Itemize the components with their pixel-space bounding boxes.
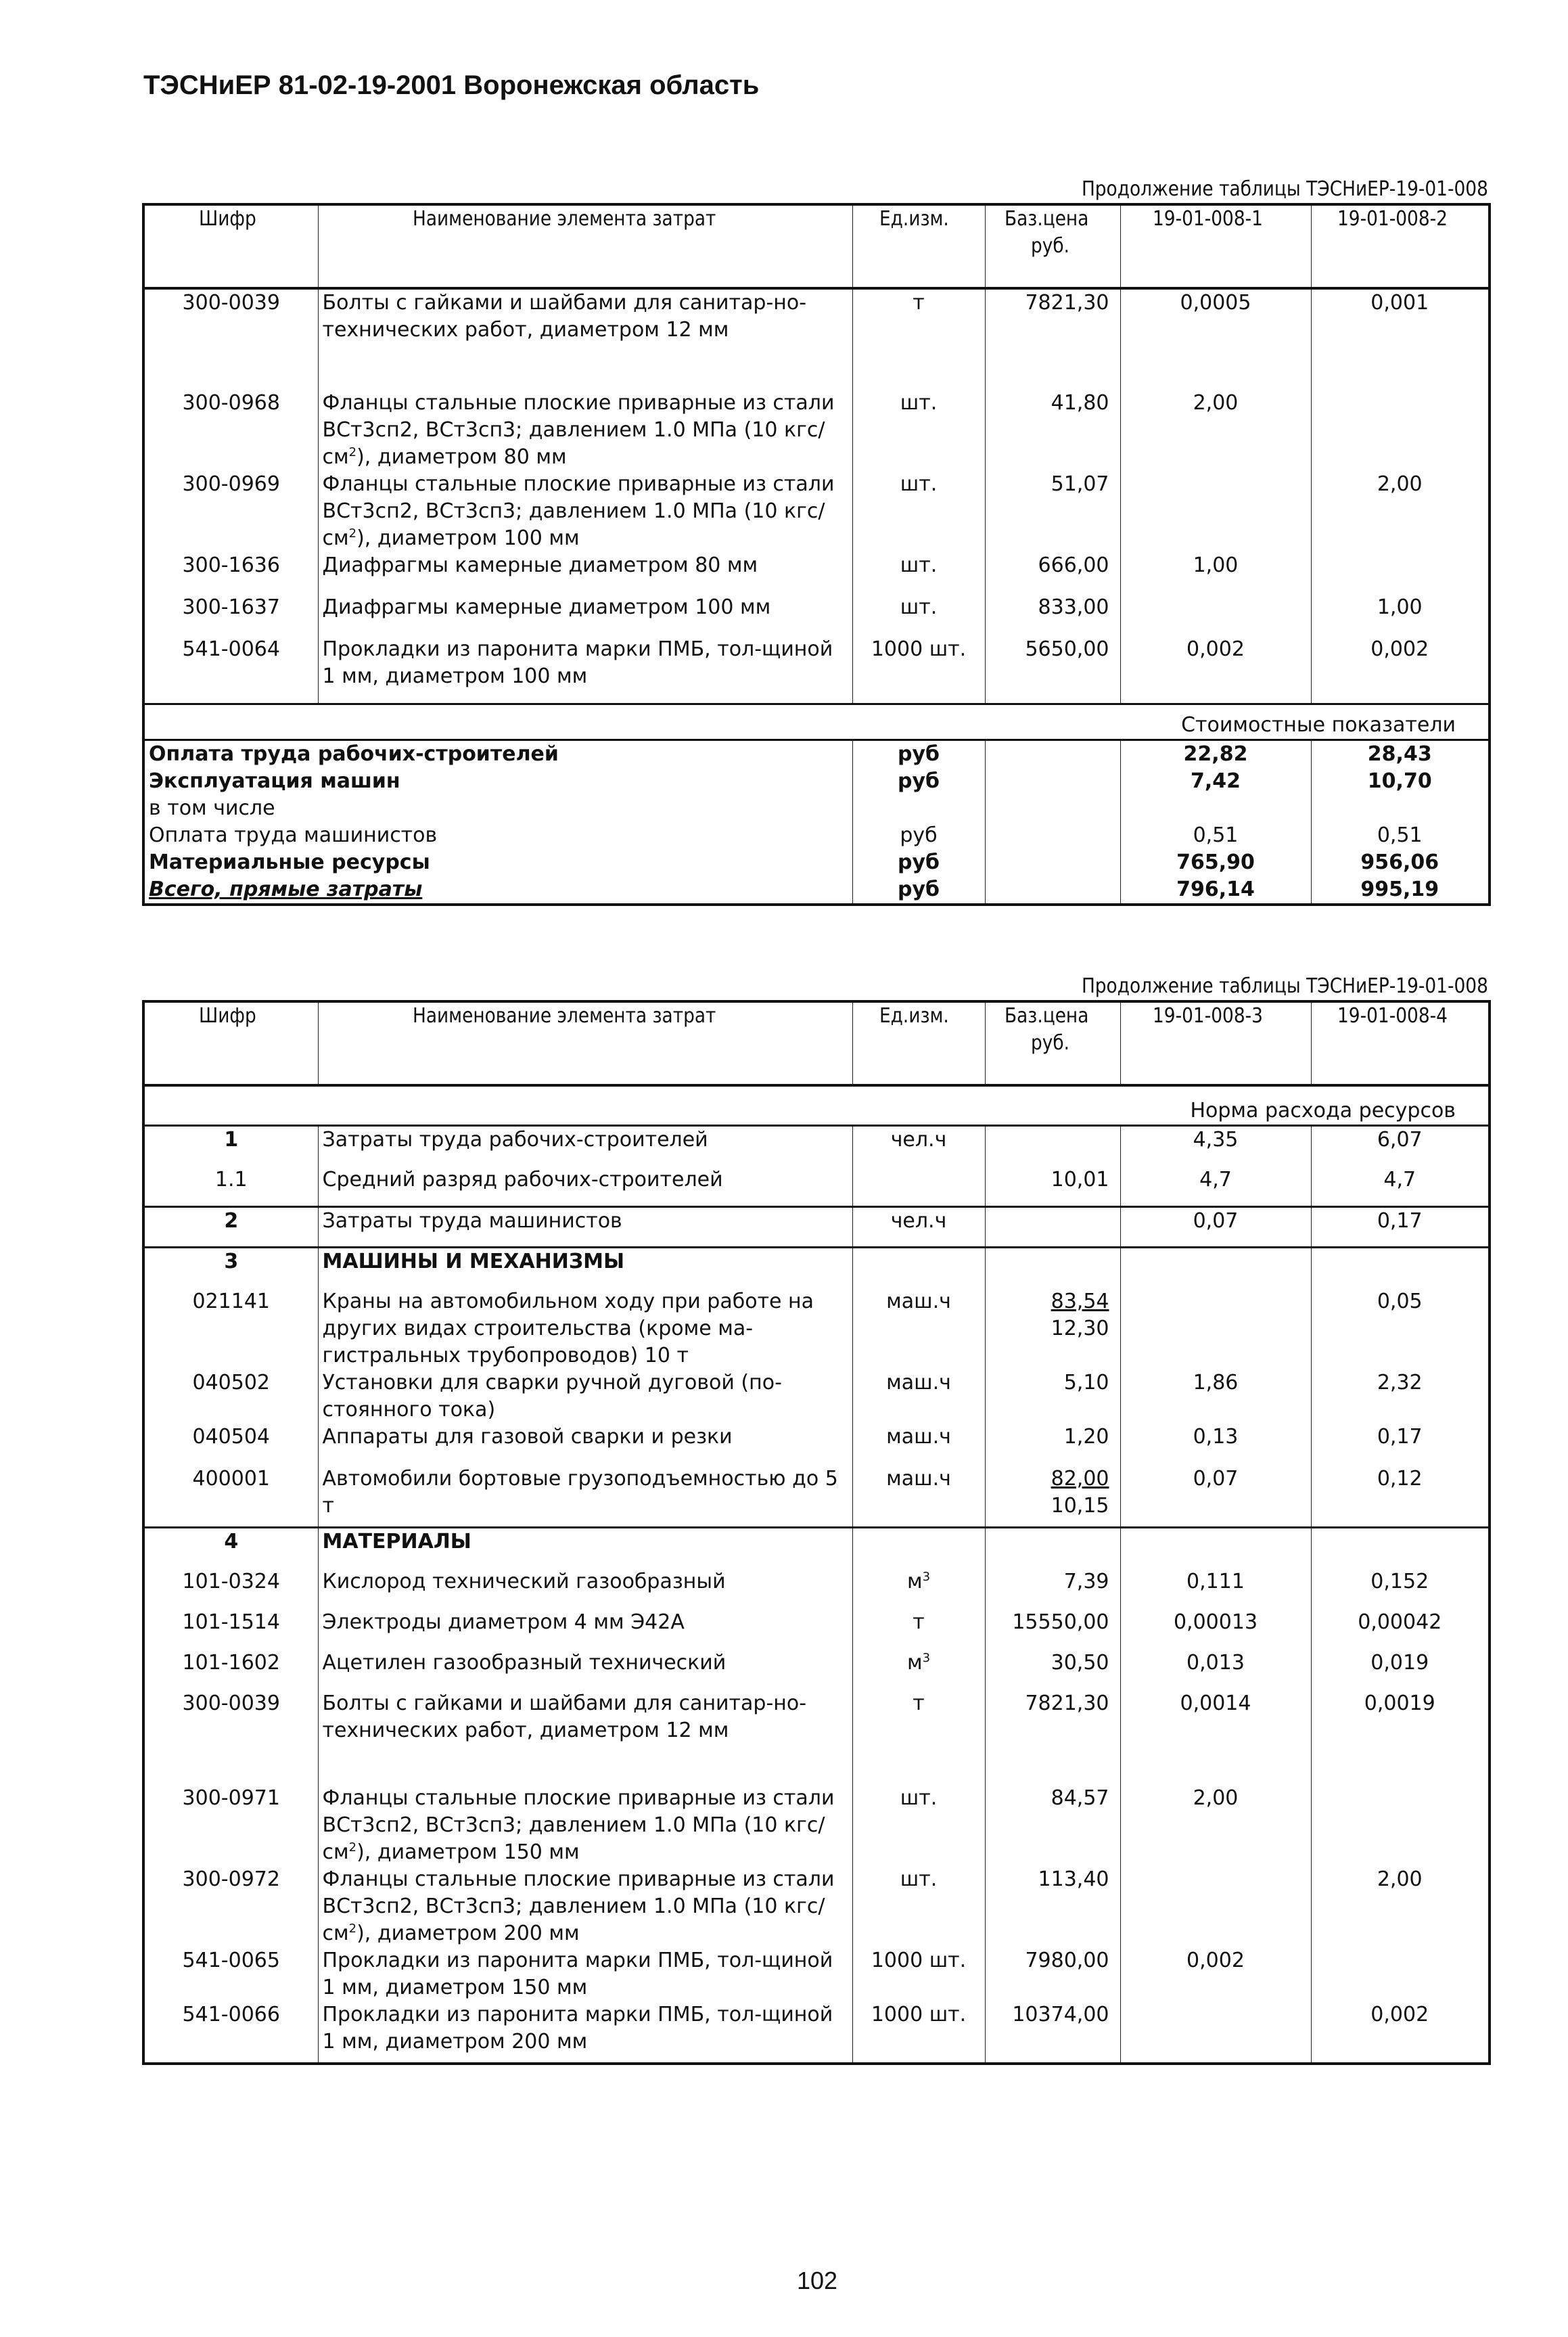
- table-row: [143, 1288, 1490, 1369]
- row-value-a: 2,00: [1120, 390, 1311, 471]
- table-row: [143, 1424, 1490, 1466]
- row-code: 300-0969: [143, 471, 318, 552]
- row-name: Затраты труда машинистов: [318, 1207, 852, 1248]
- row-price: 666,00: [985, 552, 1120, 594]
- row-code: 300-1637: [143, 594, 318, 636]
- row-price: 5,10: [985, 1369, 1120, 1424]
- summary-value-b: 10,70: [1311, 768, 1490, 795]
- table-row: [143, 1568, 1490, 1609]
- row-value-b: 0,002: [1311, 2001, 1490, 2064]
- row-unit: т: [852, 288, 985, 390]
- row-name: Фланцы стальные плоские приварные из стали ВСт3сп2, ВСт3сп3; давлением 1.0 МПа (10 кгс/$см^2$), диаметром 150 мм: [318, 1785, 852, 1866]
- row-name: Диафрагмы камерные диаметром 100 мм: [318, 594, 852, 636]
- row-unit: [852, 1166, 985, 1207]
- summary-value-b: 956,06: [1311, 849, 1490, 876]
- row-code: 2: [143, 1207, 318, 1248]
- row-price: 1,20: [985, 1424, 1120, 1466]
- summary-label: Эксплуатация машин: [143, 768, 852, 795]
- summary-value-a: 22,82: [1120, 740, 1311, 768]
- section-row-materials: [143, 1528, 1490, 1568]
- row-value-a: [1120, 594, 1311, 636]
- row-value-b: 2,32: [1311, 1369, 1490, 1424]
- row-unit: 1000 шт.: [852, 636, 985, 704]
- row-value-b: 1,00: [1311, 594, 1490, 636]
- section-code: 3: [143, 1248, 318, 1288]
- row-value-b: 0,002: [1311, 636, 1490, 704]
- summary-unit: руб: [852, 849, 985, 876]
- summary-value-b: [1311, 795, 1490, 822]
- summary-unit: руб: [852, 740, 985, 768]
- resource-table-1: [142, 203, 1491, 906]
- summary-unit: руб: [852, 822, 985, 849]
- table-header-row: [143, 204, 1490, 288]
- row-value-a: 0,0014: [1120, 1690, 1311, 1785]
- row-value-a: 1,86: [1120, 1369, 1311, 1424]
- row-value-b: 2,00: [1311, 471, 1490, 552]
- row-unit: шт.: [852, 1785, 985, 1866]
- header-unit: Ед.изм.: [852, 204, 985, 288]
- row-price: 10,01: [985, 1166, 1120, 1207]
- row-value-b: 2,00: [1311, 1866, 1490, 1947]
- row-price: 7821,30: [985, 288, 1120, 390]
- row-unit: 1000 шт.: [852, 1947, 985, 2001]
- summary-label: Оплата труда рабочих-строителей: [143, 740, 852, 768]
- section-title: МАШИНЫ И МЕХАНИЗМЫ: [318, 1248, 852, 1288]
- row-name: Ацетилен газообразный технический: [318, 1650, 852, 1690]
- table-row: [143, 1609, 1490, 1650]
- table-row: [143, 1690, 1490, 1785]
- row-value-b: 0,001: [1311, 288, 1490, 390]
- table-row: [143, 1166, 1490, 1207]
- table-row: [143, 390, 1490, 471]
- row-value-a: 0,002: [1120, 636, 1311, 704]
- row-code: 300-0971: [143, 1785, 318, 1866]
- row-price: 833,00: [985, 594, 1120, 636]
- row-value-a: 0,00013: [1120, 1609, 1311, 1650]
- row-code: 300-0039: [143, 288, 318, 390]
- row-value-b: 0,17: [1311, 1207, 1490, 1248]
- row-value-b: 0,152: [1311, 1568, 1490, 1609]
- row-unit: шт.: [852, 471, 985, 552]
- page-number: 102: [797, 2267, 838, 2294]
- summary-label: Всего, прямые затраты: [143, 876, 852, 905]
- header-name: Наименование элемента затрат: [318, 1001, 852, 1085]
- row-price: 113,40: [985, 1866, 1120, 1947]
- header-name: Наименование элемента затрат: [318, 204, 852, 288]
- row-value-b: [1311, 390, 1490, 471]
- row-value-b: 6,07: [1311, 1126, 1490, 1166]
- row-price: 84,57: [985, 1785, 1120, 1866]
- row-name: Прокладки из паронита марки ПМБ, тол-щиной 1 мм, диаметром 200 мм: [318, 2001, 852, 2064]
- summary-row: [143, 849, 1490, 876]
- table-row: [143, 552, 1490, 594]
- row-unit: маш.ч: [852, 1369, 985, 1424]
- row-name: Аппараты для газовой сварки и резки: [318, 1424, 852, 1466]
- row-value-b: [1311, 552, 1490, 594]
- row-code: 541-0066: [143, 2001, 318, 2064]
- row-unit: чел.ч: [852, 1126, 985, 1166]
- table-header-row: [143, 1001, 1490, 1085]
- row-code: 300-0968: [143, 390, 318, 471]
- header-col-b: 19-01-008-4: [1311, 1001, 1490, 1085]
- row-price: 10374,00: [985, 2001, 1120, 2064]
- row-name: Болты с гайками и шайбами для санитар-но-технических работ, диаметром 12 мм: [318, 1690, 852, 1785]
- summary-row: [143, 822, 1490, 849]
- row-value-a: [1120, 1866, 1311, 1947]
- row-unit: 1000 шт.: [852, 2001, 985, 2064]
- cost-section-header: [143, 704, 1490, 740]
- row-code: 040502: [143, 1369, 318, 1424]
- row-value-a: 0,07: [1120, 1466, 1311, 1528]
- header-price: Баз.цена руб.: [985, 204, 1120, 288]
- row-unit: $м^3$: [852, 1568, 985, 1609]
- row-price: 5650,00: [985, 636, 1120, 704]
- summary-price: [985, 768, 1120, 795]
- header-col-a: 19-01-008-1: [1120, 204, 1311, 288]
- row-price: 83,54 12,30: [985, 1288, 1120, 1369]
- table-row: [143, 471, 1490, 552]
- summary-value-b: 0,51: [1311, 822, 1490, 849]
- summary-unit: руб: [852, 768, 985, 795]
- row-code: 1: [143, 1126, 318, 1166]
- row-name: Затраты труда рабочих-строителей: [318, 1126, 852, 1166]
- row-code: 541-0064: [143, 636, 318, 704]
- summary-value-a: 0,51: [1120, 822, 1311, 849]
- header-code: Шифр: [143, 1001, 318, 1085]
- row-value-b: [1311, 1785, 1490, 1866]
- summary-label: в том числе: [143, 795, 852, 822]
- row-unit: $м^3$: [852, 1650, 985, 1690]
- row-value-a: 0,002: [1120, 1947, 1311, 2001]
- row-value-a: 4,35: [1120, 1126, 1311, 1166]
- table-row: [143, 594, 1490, 636]
- row-code: 400001: [143, 1466, 318, 1528]
- row-unit: маш.ч: [852, 1424, 985, 1466]
- summary-value-a: 765,90: [1120, 849, 1311, 876]
- summary-label: Материальные ресурсы: [143, 849, 852, 876]
- row-price: 7980,00: [985, 1947, 1120, 2001]
- row-name: Кислород технический газообразный: [318, 1568, 852, 1609]
- row-name: Фланцы стальные плоские приварные из стали ВСт3сп2, ВСт3сп3; давлением 1.0 МПа (10 кгс/$см^2$), диаметром 80 мм: [318, 390, 852, 471]
- document-title: ТЭСНиЕР 81-02-19-2001 Воронежская область: [143, 70, 760, 100]
- row-value-b: 4,7: [1311, 1166, 1490, 1207]
- row-value-b: 0,12: [1311, 1466, 1490, 1528]
- row-value-a: 0,13: [1120, 1424, 1311, 1466]
- summary-row: [143, 740, 1490, 768]
- table-row: [143, 288, 1490, 390]
- table-row: [143, 636, 1490, 704]
- row-value-a: 1,00: [1120, 552, 1311, 594]
- row-value-b: 0,17: [1311, 1424, 1490, 1466]
- row-unit: шт.: [852, 552, 985, 594]
- summary-value-a: [1120, 795, 1311, 822]
- row-unit: маш.ч: [852, 1288, 985, 1369]
- row-price: 7,39: [985, 1568, 1120, 1609]
- table-row: [143, 1947, 1490, 2001]
- row-code: 101-0324: [143, 1568, 318, 1609]
- row-price: [985, 1207, 1120, 1248]
- row-code: 040504: [143, 1424, 318, 1466]
- summary-row: [143, 876, 1490, 905]
- row-value-b: 0,00042: [1311, 1609, 1490, 1650]
- row-code: 541-0065: [143, 1947, 318, 2001]
- row-name: Прокладки из паронита марки ПМБ, тол-щиной 1 мм, диаметром 150 мм: [318, 1947, 852, 2001]
- header-price: Баз.цена руб.: [985, 1001, 1120, 1085]
- table-row: [143, 1126, 1490, 1166]
- row-code: 300-0039: [143, 1690, 318, 1785]
- summary-value-b: 28,43: [1311, 740, 1490, 768]
- summary-unit: [852, 795, 985, 822]
- row-name: Установки для сварки ручной дуговой (по-стоянного тока): [318, 1369, 852, 1424]
- row-name: Средний разряд рабочих-строителей: [318, 1166, 852, 1207]
- row-code: 101-1514: [143, 1609, 318, 1650]
- table-row: [143, 2001, 1490, 2064]
- resource-table-2: [142, 1000, 1491, 2065]
- section-title: МАТЕРИАЛЫ: [318, 1528, 852, 1568]
- row-value-b: 0,0019: [1311, 1690, 1490, 1785]
- row-value-b: 0,05: [1311, 1288, 1490, 1369]
- row-name: Фланцы стальные плоские приварные из стали ВСт3сп2, ВСт3сп3; давлением 1.0 МПа (10 кгс/$см^2$), диаметром 100 мм: [318, 471, 852, 552]
- summary-value-a: 7,42: [1120, 768, 1311, 795]
- header-code: Шифр: [143, 204, 318, 288]
- row-unit: т: [852, 1609, 985, 1650]
- table-row: [143, 1866, 1490, 1947]
- row-value-a: 0,0005: [1120, 288, 1311, 390]
- table2-caption: Продолжение таблицы ТЭСНиЕР-19-01-008: [1082, 974, 1488, 998]
- summary-value-b: 995,19: [1311, 876, 1490, 905]
- norm-section-header: [143, 1085, 1490, 1126]
- row-value-a: 2,00: [1120, 1785, 1311, 1866]
- table-row: [143, 1650, 1490, 1690]
- row-price: 7821,30: [985, 1690, 1120, 1785]
- section-code: 4: [143, 1528, 318, 1568]
- row-value-a: 0,07: [1120, 1207, 1311, 1248]
- table1-caption: Продолжение таблицы ТЭСНиЕР-19-01-008: [1082, 177, 1488, 201]
- row-price: 30,50: [985, 1650, 1120, 1690]
- header-col-a: 19-01-008-3: [1120, 1001, 1311, 1085]
- summary-row: [143, 768, 1490, 795]
- row-value-a: [1120, 2001, 1311, 2064]
- row-value-a: 0,013: [1120, 1650, 1311, 1690]
- table-row: [143, 1785, 1490, 1866]
- summary-value-a: 796,14: [1120, 876, 1311, 905]
- summary-unit: руб: [852, 876, 985, 905]
- header-unit: Ед.изм.: [852, 1001, 985, 1085]
- row-name: Краны на автомобильном ходу при работе на других видах строительства (кроме ма-гистральных трубопроводов) 10 т: [318, 1288, 852, 1369]
- row-unit: маш.ч: [852, 1466, 985, 1528]
- row-unit: шт.: [852, 1866, 985, 1947]
- row-unit: шт.: [852, 594, 985, 636]
- row-price: 15550,00: [985, 1609, 1120, 1650]
- row-name: Диафрагмы камерные диаметром 80 мм: [318, 552, 852, 594]
- header-col-b: 19-01-008-2: [1311, 204, 1490, 288]
- row-value-a: 4,7: [1120, 1166, 1311, 1207]
- row-name: Прокладки из паронита марки ПМБ, тол-щиной 1 мм, диаметром 100 мм: [318, 636, 852, 704]
- row-unit: шт.: [852, 390, 985, 471]
- row-unit: чел.ч: [852, 1207, 985, 1248]
- row-code: 021141: [143, 1288, 318, 1369]
- row-value-a: [1120, 1288, 1311, 1369]
- row-code: 1.1: [143, 1166, 318, 1207]
- cost-section-label: Стоимостные показатели: [143, 704, 1490, 740]
- row-price: 82,00 10,15: [985, 1466, 1120, 1528]
- row-unit: т: [852, 1690, 985, 1785]
- row-price: 51,07: [985, 471, 1120, 552]
- row-name: Электроды диаметром 4 мм Э42А: [318, 1609, 852, 1650]
- section-row-machines: [143, 1248, 1490, 1288]
- row-code: 300-0972: [143, 1866, 318, 1947]
- summary-label: Оплата труда машинистов: [143, 822, 852, 849]
- row-code: 300-1636: [143, 552, 318, 594]
- summary-price: [985, 795, 1120, 822]
- row-name: Болты с гайками и шайбами для санитар-но-технических работ, диаметром 12 мм: [318, 288, 852, 390]
- row-price: 41,80: [985, 390, 1120, 471]
- table-row: [143, 1466, 1490, 1528]
- row-price: [985, 1126, 1120, 1166]
- summary-price: [985, 849, 1120, 876]
- row-value-b: [1311, 1947, 1490, 2001]
- row-name: Фланцы стальные плоские приварные из стали ВСт3сп2, ВСт3сп3; давлением 1.0 МПа (10 кгс/$см^2$), диаметром 200 мм: [318, 1866, 852, 1947]
- summary-price: [985, 876, 1120, 905]
- table-row: [143, 1369, 1490, 1424]
- summary-row: [143, 795, 1490, 822]
- row-code: 101-1602: [143, 1650, 318, 1690]
- row-value-a: [1120, 471, 1311, 552]
- norm-section-label: Норма расхода ресурсов: [143, 1085, 1490, 1126]
- row-value-b: 0,019: [1311, 1650, 1490, 1690]
- table-row: [143, 1207, 1490, 1248]
- summary-price: [985, 822, 1120, 849]
- summary-price: [985, 740, 1120, 768]
- row-name: Автомобили бортовые грузоподъемностью до 5 т: [318, 1466, 852, 1528]
- row-value-a: 0,111: [1120, 1568, 1311, 1609]
